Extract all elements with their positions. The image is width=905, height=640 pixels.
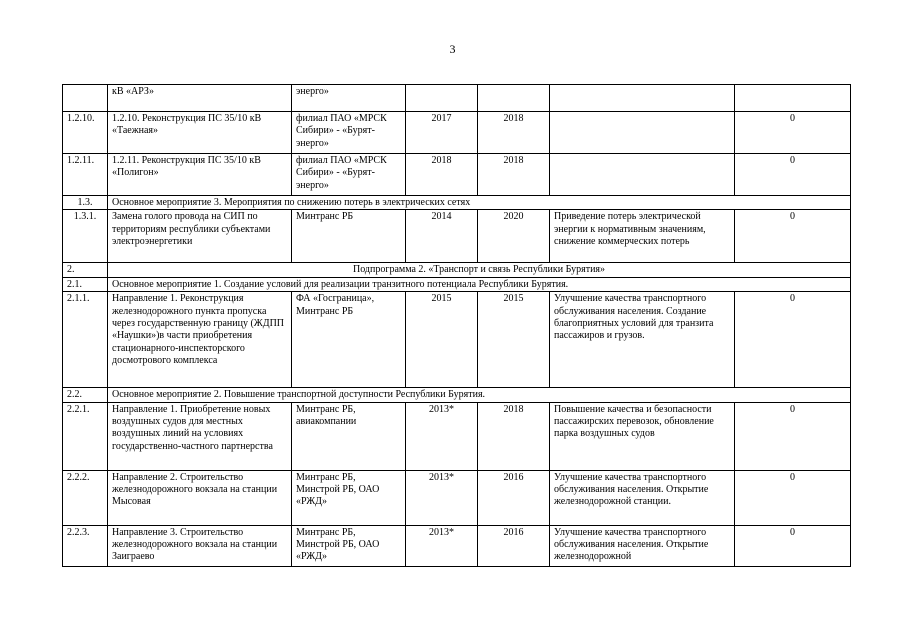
indicator-value: 0 (735, 210, 851, 263)
row-number (63, 85, 108, 112)
row-number: 1.3.1. (63, 210, 108, 263)
activity-name: кВ «АРЗ» (108, 85, 292, 112)
activity-name: Направление 1. Приобретение новых воздушных судов для местных воздушных линий на условиях государственно-частного партнерства (108, 402, 292, 470)
indicator-value: 0 (735, 470, 851, 525)
row-number: 2.2.2. (63, 470, 108, 525)
executor: филиал ПАО «МРСК Сибири» - «Бурят-энерго» (292, 112, 406, 154)
start-year: 2014 (406, 210, 478, 263)
start-year (406, 85, 478, 112)
section-title: Основное мероприятие 1. Создание условий для реализации транзитного потенциала Республики Бурятия. (108, 277, 851, 291)
end-year: 2018 (478, 154, 550, 196)
activity-name: 1.2.11. Реконструкция ПС 35/10 кВ «Полигон» (108, 154, 292, 196)
indicator-value: 0 (735, 154, 851, 196)
indicator-value (735, 85, 851, 112)
page-number: 3 (449, 42, 456, 56)
section-number: 2.1. (63, 277, 108, 291)
section-title: Основное мероприятие 2. Повышение транспортной доступности Республики Бурятия. (108, 388, 851, 402)
row-number: 2.2.3. (63, 525, 108, 566)
end-year: 2015 (478, 292, 550, 388)
start-year: 2015 (406, 292, 478, 388)
program-activities-table (62, 84, 851, 567)
end-year: 2020 (478, 210, 550, 263)
table-row (63, 210, 851, 263)
expected-result: Приведение потерь электрической энергии к нормативным значениям, снижение коммерческих потерь (550, 210, 735, 263)
subprogram-row (63, 263, 851, 277)
section-row (63, 196, 851, 210)
section-title: Основное мероприятие 3. Мероприятия по снижению потерь в электрических сетях (108, 196, 851, 210)
expected-result: Улучшение качества транспортного обслуживания населения. Создание благоприятных условий для транзита пассажиров и грузов. (550, 292, 735, 388)
end-year (478, 85, 550, 112)
end-year: 2016 (478, 470, 550, 525)
section-row (63, 277, 851, 291)
executor: ФА «Госграница», Минтранс РБ (292, 292, 406, 388)
subprogram-title: Подпрограмма 2. «Транспорт и связь Республики Бурятия» (108, 263, 851, 277)
executor: Минтранс РБ (292, 210, 406, 263)
table-row (63, 292, 851, 388)
expected-result (550, 85, 735, 112)
section-number: 2.2. (63, 388, 108, 402)
start-year: 2017 (406, 112, 478, 154)
section-number: 1.3. (63, 196, 108, 210)
indicator-value: 0 (735, 525, 851, 566)
table-row (63, 470, 851, 525)
section-row (63, 388, 851, 402)
activity-name: Направление 1. Реконструкция железнодорожного пункта пропуска через государственную границу (ЖДПП «Наушки»)в части приобретения стационарного-инспекторского досмотрового комплекса (108, 292, 292, 388)
activity-name: Замена голого провода на СИП по территориям республики субъектами электроэнергетики (108, 210, 292, 263)
executor: Минтранс РБ, авиакомпании (292, 402, 406, 470)
indicator-value: 0 (735, 402, 851, 470)
indicator-value: 0 (735, 112, 851, 154)
start-year: 2013* (406, 525, 478, 566)
expected-result (550, 154, 735, 196)
end-year: 2016 (478, 525, 550, 566)
executor: энерго» (292, 85, 406, 112)
expected-result: Улучшение качества транспортного обслуживания населения. Открытие железнодорожной (550, 525, 735, 566)
activity-name: Направление 3. Строительство железнодорожного вокзала на станции Заиграево (108, 525, 292, 566)
row-number: 2.1.1. (63, 292, 108, 388)
section-number: 2. (63, 263, 108, 277)
executor: Минтранс РБ, Минстрой РБ, ОАО «РЖД» (292, 525, 406, 566)
start-year: 2018 (406, 154, 478, 196)
activity-name: 1.2.10. Реконструкция ПС 35/10 кВ «Таежная» (108, 112, 292, 154)
expected-result (550, 112, 735, 154)
table-row (63, 154, 851, 196)
executor: Минтранс РБ, Минстрой РБ, ОАО «РЖД» (292, 470, 406, 525)
table-row (63, 402, 851, 470)
end-year: 2018 (478, 402, 550, 470)
expected-result: Улучшение качества транспортного обслуживания населения. Открытие железнодорожной станции. (550, 470, 735, 525)
start-year: 2013* (406, 470, 478, 525)
table-row (63, 525, 851, 566)
row-number: 2.2.1. (63, 402, 108, 470)
activity-name: Направление 2. Строительство железнодорожного вокзала на станции Мысовая (108, 470, 292, 525)
end-year: 2018 (478, 112, 550, 154)
executor: филиал ПАО «МРСК Сибири» - «Бурят-энерго» (292, 154, 406, 196)
indicator-value: 0 (735, 292, 851, 388)
table-row (63, 85, 851, 112)
row-number: 1.2.11. (63, 154, 108, 196)
expected-result: Повышение качества и безопасности пассажирских перевозок, обновление парка воздушных судов (550, 402, 735, 470)
table-row (63, 112, 851, 154)
row-number: 1.2.10. (63, 112, 108, 154)
start-year: 2013* (406, 402, 478, 470)
